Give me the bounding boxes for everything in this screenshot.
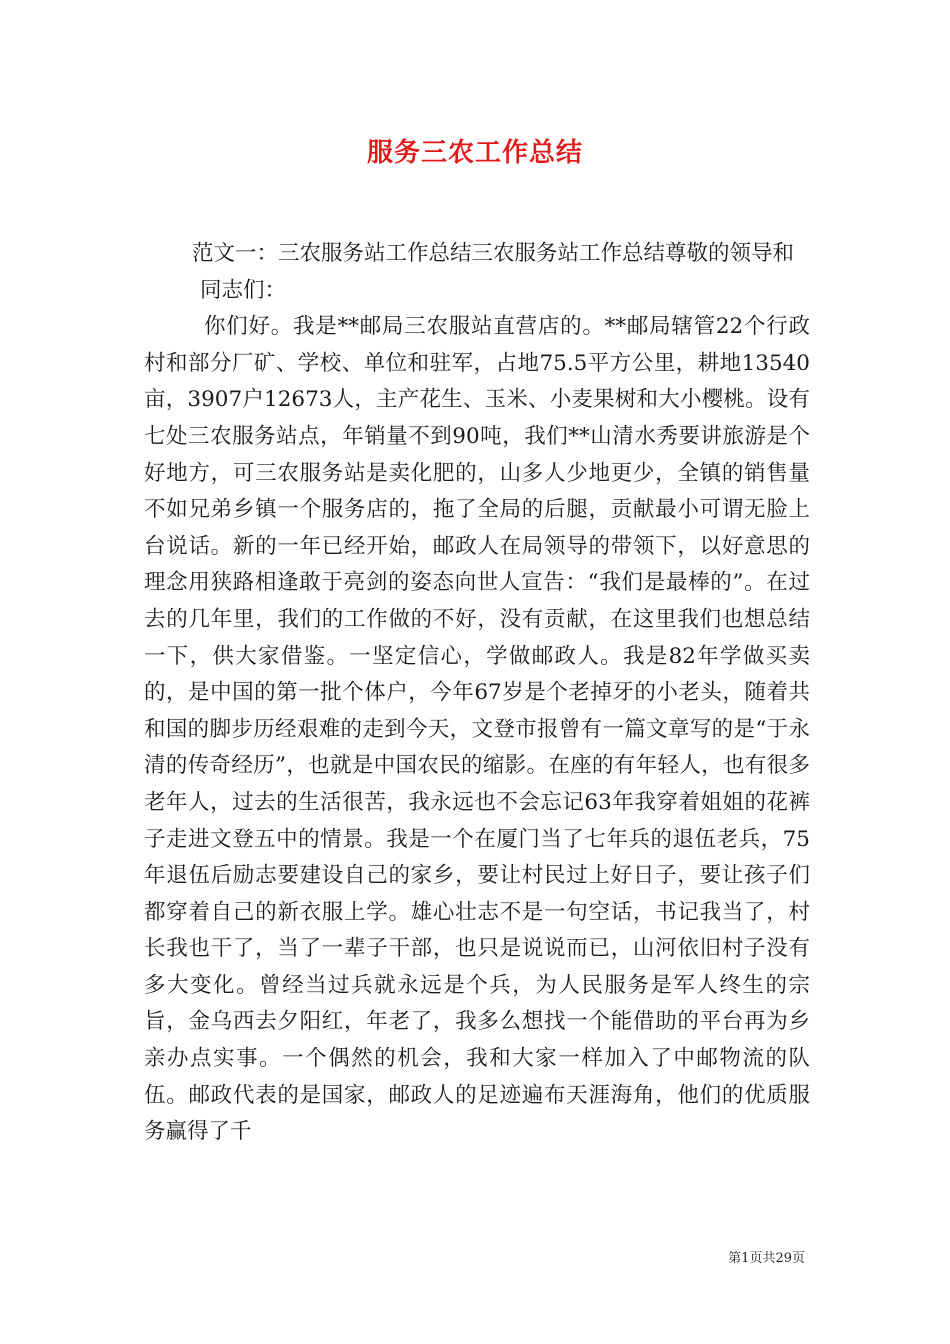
intro-paragraph: 范文一：三农服务站工作总结三农服务站工作总结尊敬的领导和 bbox=[192, 241, 795, 266]
document-title: 服务三农工作总结 bbox=[366, 138, 583, 168]
page-number-footer: 第1页共29页 bbox=[728, 1251, 805, 1266]
salutation-paragraph: 同志们： bbox=[200, 277, 287, 303]
document-body bbox=[144, 236, 810, 1151]
main-paragraph: 你们好。我是**邮局三农服站直营店的。**邮局辖管22个行政村和部分厂矿、学校、单位和驻军，占地75.5平方公里，耕地13540亩，3907户12673人，主产花生、玉米、小麦果树和大小樱桃。设有七处三农服务站点，年销量不到90吨，我们**山清水秀要讲旅游是个好地方，可三农服务站是卖化肥的，山多人少地更少，全镇的销售量不如兄弟乡镇一个服务店的，拖了全局的后腿，贡献最小可谓无脸上台说话。新的一年已经开始，邮政人在局领导的带领下，以好意思的理念用狭路相逢敢于亮剑的姿态向世人宣告：“我们是最棒的”。在过去的几年里，我们的工作做的不好，没有贡献，在这里我们也想总结一下，供大家借鉴。一坚定信心，学做邮政人。我是82年学做买卖的，是中国的第一批个体户，今年67岁是个老掉牙的小老头，随着共和国的脚步历经艰难的走到今天，文登市报曾有一篇文章写的是“于永清的传奇经历”，也就是中国农民的缩影。在座的有年轻人，也有很多老年人，过去的生活很苦，我永远也不会忘记63年我穿着姐姐的花裤子走进文登五中的情景。我是一个在厦门当了七年兵的退伍老兵，75年退伍后励志要建设自己的家乡，要让村民过上好日子，要让孩子们都穿着自己的新衣服上学。雄心壮志不是一句空话，书记我当了，村长我也干了，当了一辈子干部，也只是说说而已，山河依旧村子没有多大变化。曾经当过兵就永远是个兵，为人民服务是军人终生的宗旨，金乌西去夕阳红，年老了，我多么想找一个能借助的平台再为乡亲办点实事。一个偶然的机会，我和大家一样加入了中邮物流的队伍。邮政代表的是国家，邮政人的足迹遍布天涯海角，他们的优质服务赢得了千 bbox=[144, 314, 810, 1145]
